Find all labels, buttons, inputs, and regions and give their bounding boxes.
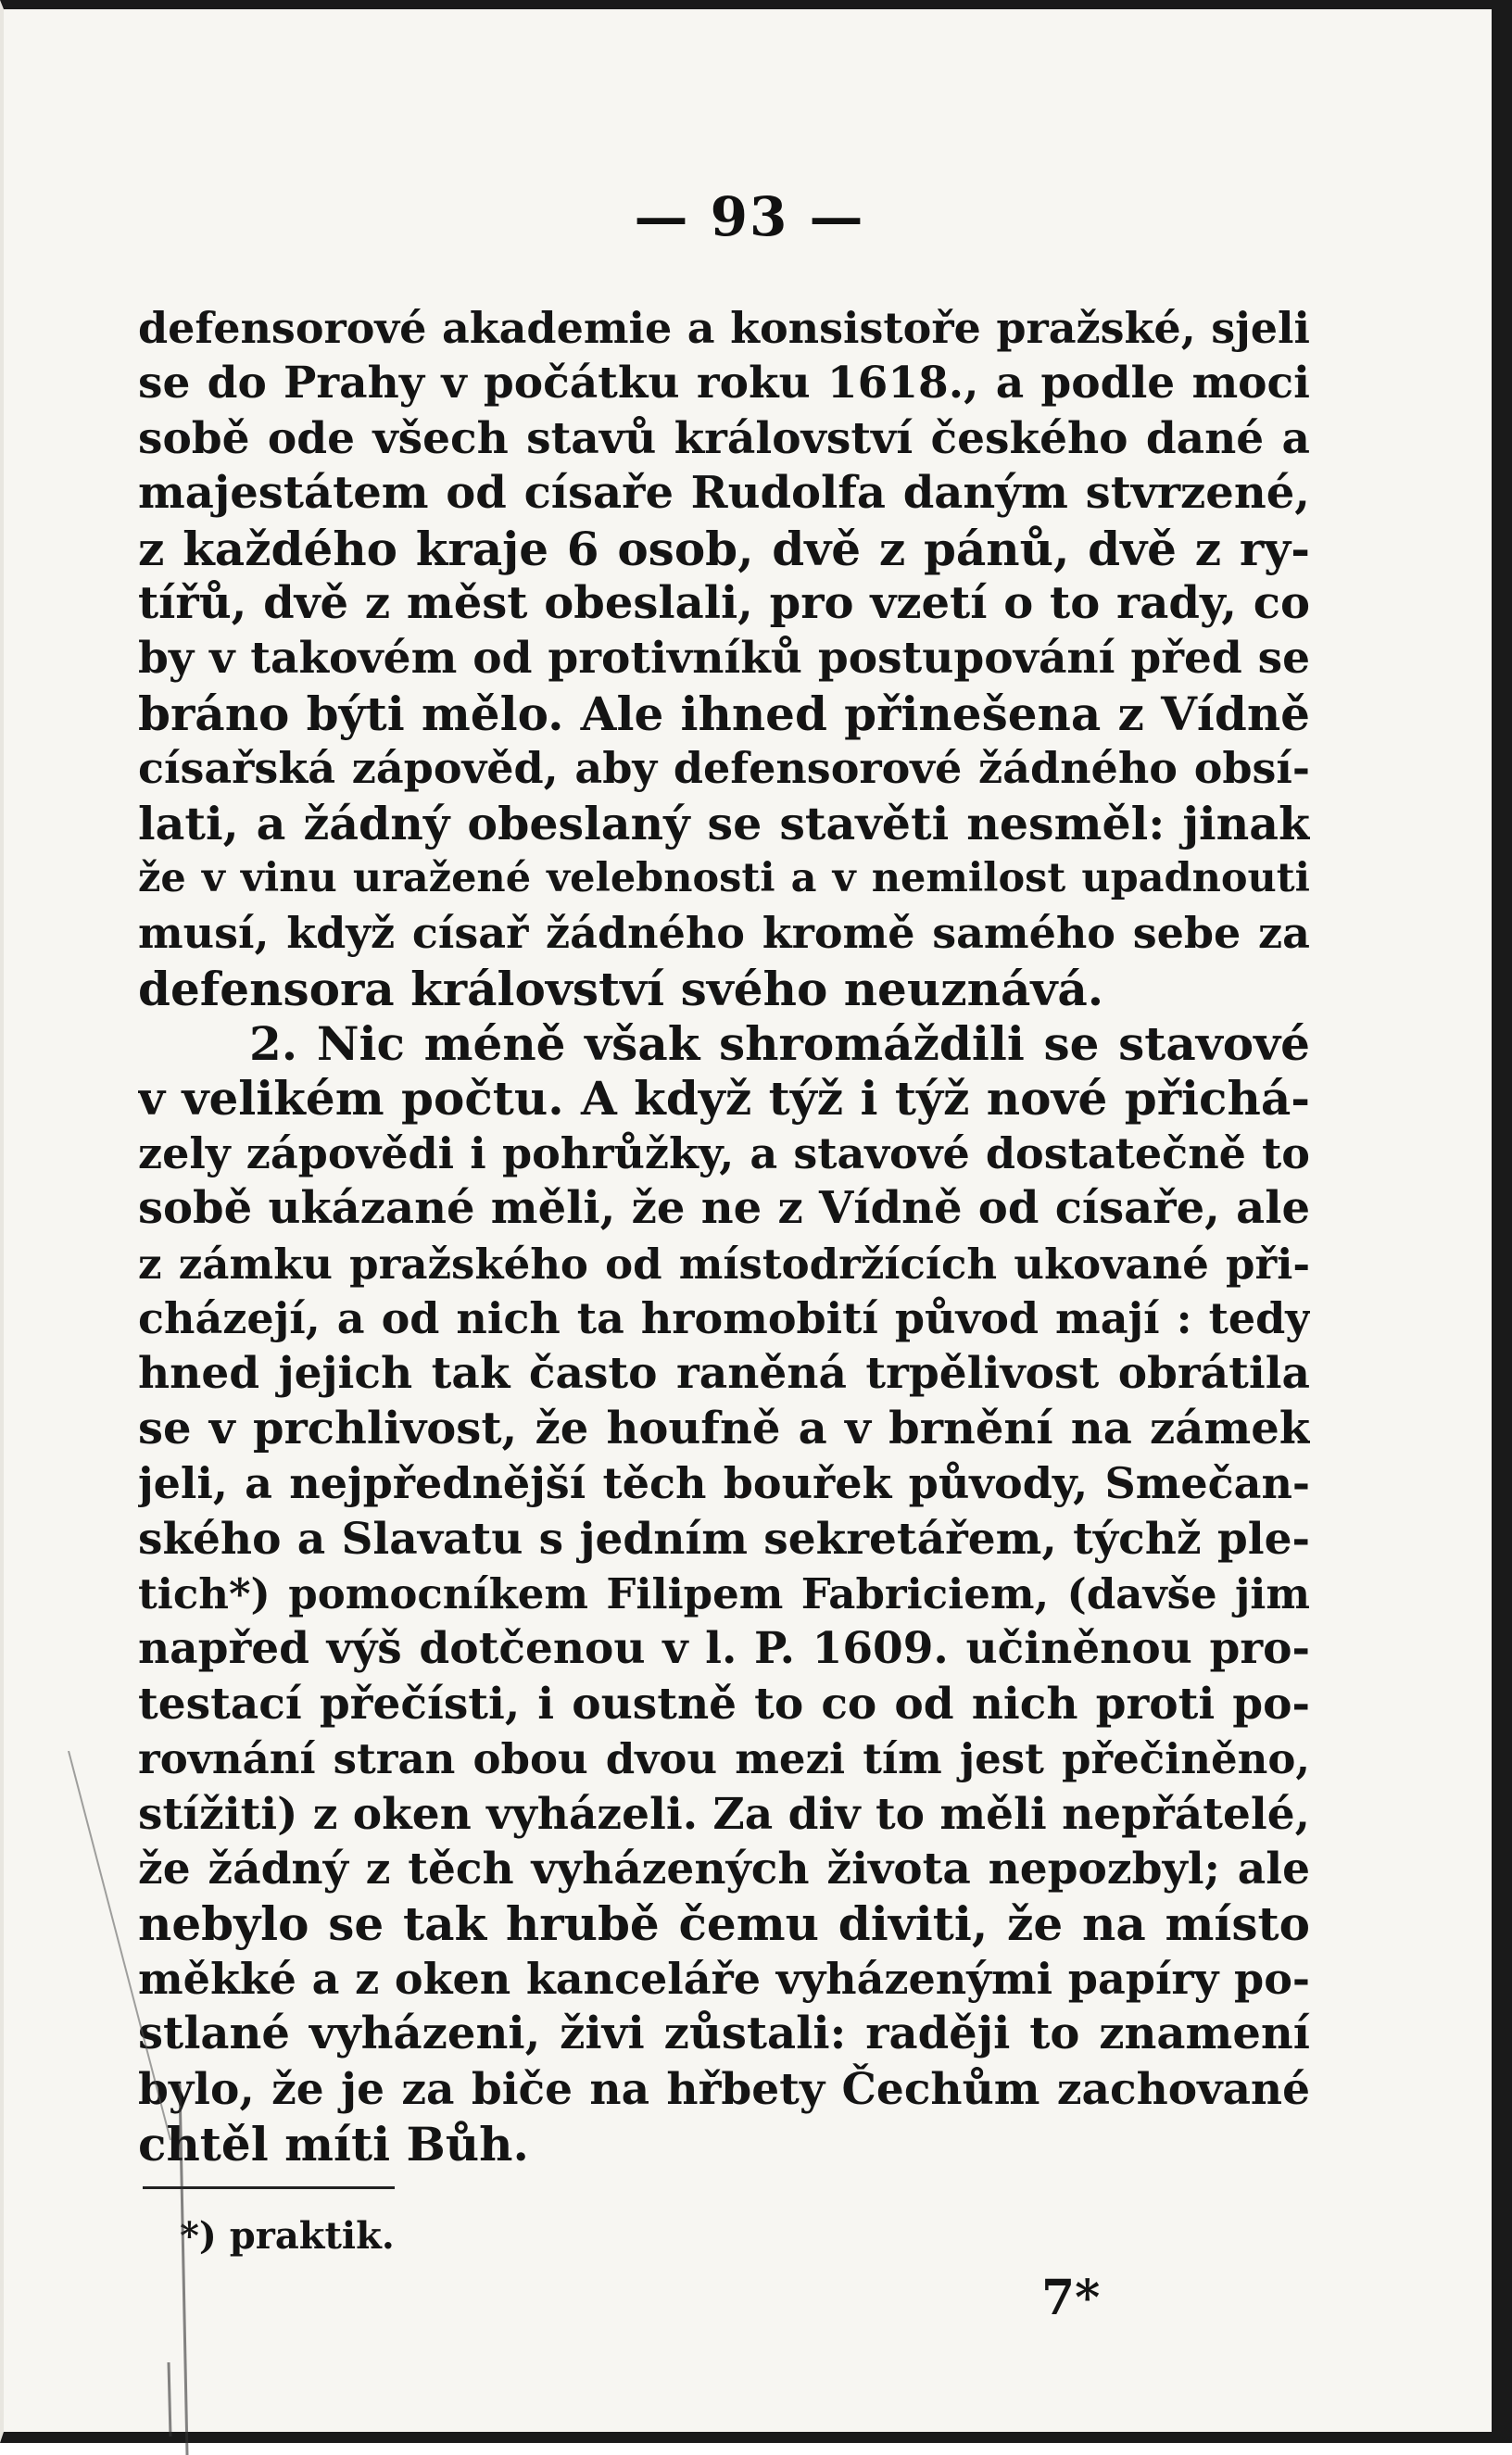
text-line: by v takovém od protivníků postupování před se xyxy=(138,633,1310,685)
text-line: tich*) pomocníkem Filipem Fabriciem, (davše jim xyxy=(138,1568,1310,1618)
text-line: že žádný z těch vyházených života nepozbyl; ale xyxy=(138,1843,1310,1895)
text-line: 2. Nic méně však shromáždili se stavové xyxy=(249,1016,1310,1072)
text-line: majestátem od císaře Rudolfa daným stvrzené, xyxy=(138,467,1310,520)
text-line: defensorové akademie a konsistoře pražské, sjeli xyxy=(138,303,1310,353)
text-line: se do Prahy v počátku roku 1618., a podle moci xyxy=(138,358,1310,409)
text-line: bylo, že je za biče na hřbety Čechům zachované xyxy=(138,2063,1310,2115)
text-line: sobě ode všech stavů království českého dané a xyxy=(138,412,1310,464)
text-line: hned jejich tak často raněná trpělivost obrátila xyxy=(138,1348,1310,1400)
text-line: testací přečísti, i oustně to co od nich proti po- xyxy=(138,1678,1310,1730)
page-number: — 93 — xyxy=(634,185,865,248)
footnote: *) praktik. xyxy=(180,2214,395,2258)
text-line: z zámku pražského od místodržících ukované při- xyxy=(138,1239,1310,1289)
text-line: jeli, a nejpřednější těch bouřek původy, Smečan- xyxy=(138,1458,1310,1509)
text-line: nebylo se tak hrubě čemu diviti, že na místo xyxy=(138,1896,1310,1952)
text-line: že v vinu uražené velebnosti a v nemilost upadnouti xyxy=(138,854,1310,901)
text-line: lati, a žádný obeslaný se stavěti nesměl: jinak xyxy=(138,796,1310,850)
text-line: měkké a z oken kanceláře vyházenými papíry po- xyxy=(138,1953,1310,2004)
text-line: tířů, dvě z měst obeslali, pro vzetí o to rady, co xyxy=(138,576,1310,629)
text-line: sobě ukázané měli, že ne z Vídně od císaře, ale xyxy=(138,1182,1310,1235)
text-line: zely zápovědi i pohrůžky, a stavové dostatečně to xyxy=(138,1127,1310,1178)
text-line: císařská zápověd, aby defensorové žádného obsí- xyxy=(138,743,1310,794)
text-line: rovnání stran obou dvou mezi tím jest přečiněno, xyxy=(138,1734,1310,1784)
text-line: chtěl míti Bůh. xyxy=(138,2116,529,2172)
body-text xyxy=(138,301,1310,2172)
text-line: ského a Slavatu s jedním sekretářem, týchž ple- xyxy=(138,1513,1310,1565)
text-line: musí, když císař žádného kromě samého sebe za xyxy=(138,908,1310,959)
text-line: v velikém počtu. A když týž i týž nové přichá- xyxy=(138,1071,1310,1127)
printer-signature-mark: 7* xyxy=(1041,2270,1101,2326)
text-line: z každého kraje 6 osob, dvě z pánů, dvě z ry- xyxy=(138,521,1310,576)
text-line: cházejí, a od nich ta hromobití původ mají : tedy xyxy=(138,1293,1310,1344)
margin-scratch-marks xyxy=(59,1751,226,2455)
text-line: napřed výš dotčenou v l. P. 1609. učiněnou pro- xyxy=(138,1623,1310,1675)
text-line: bráno býti mělo. Ale ihned přinešena z Vídně xyxy=(138,686,1310,741)
text-line: stížiti) z oken vyházeli. Za div to měli nepřátelé, xyxy=(138,1788,1310,1840)
text-line: defensora království svého neuznává. xyxy=(138,961,1104,1016)
text-line: stlané vyházeni, živi zůstali: raději to znamení xyxy=(138,2008,1310,2060)
text-line: se v prchlivost, že houfně a v brnění na zámek xyxy=(138,1402,1310,1454)
